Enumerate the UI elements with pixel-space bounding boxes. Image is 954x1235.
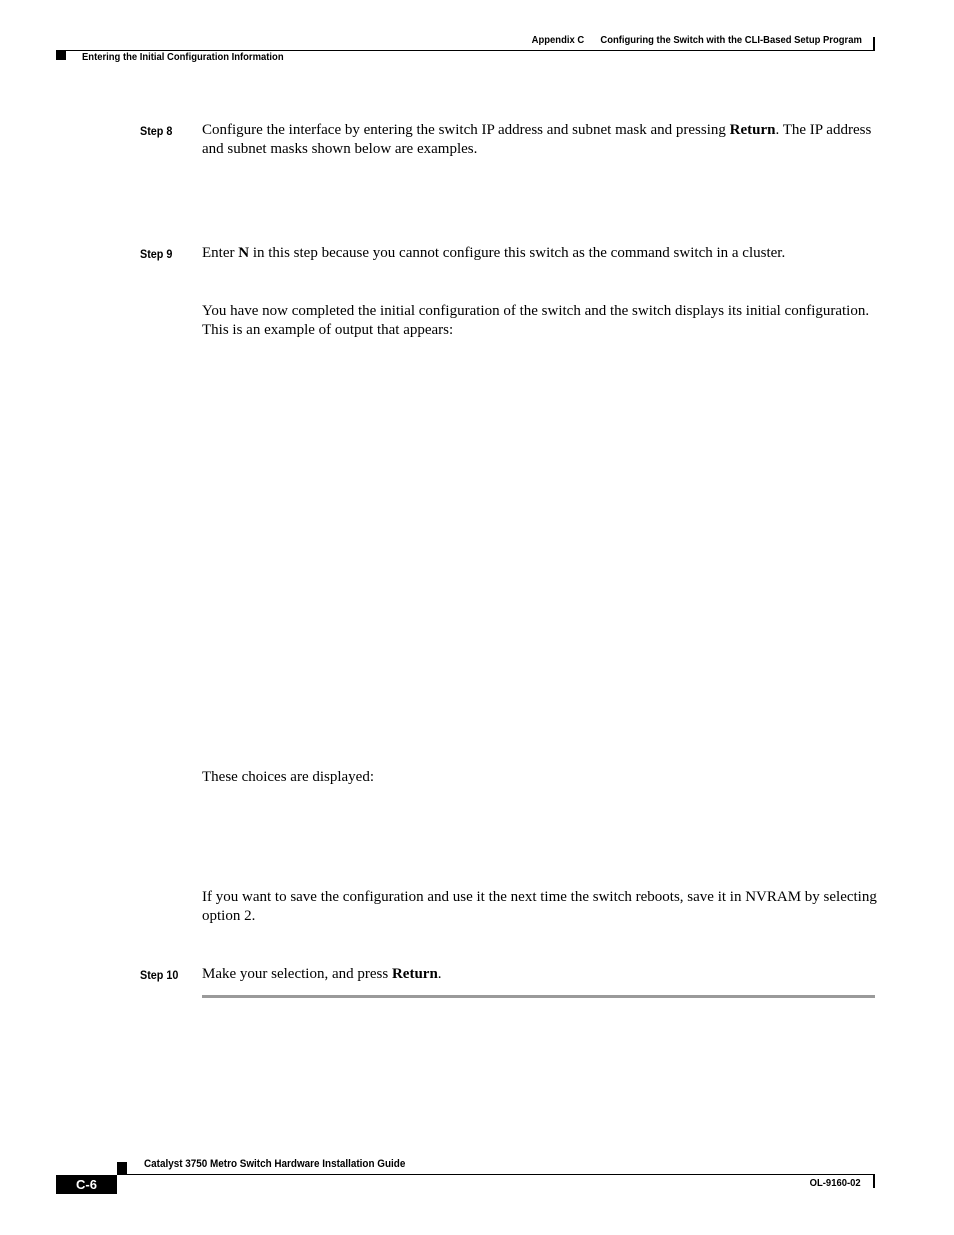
- running-header: [532, 34, 862, 46]
- step-8-label: Step 8: [140, 124, 173, 138]
- step-8-text: [202, 121, 882, 159]
- guide-title: Catalyst 3750 Metro Switch Hardware Installation Guide: [144, 1158, 406, 1170]
- chapter-title: Configuring the Switch with the CLI-Based Setup Program: [600, 34, 862, 46]
- save-paragraph: If you want to save the configuration and use it the next time the switch reboots, save it in NVRAM by selecting option 2.: [202, 889, 877, 924]
- choices-paragraph: These choices are displayed:: [202, 769, 375, 785]
- step-9-label: Step 9: [140, 247, 173, 261]
- completed-paragraph: You have now completed the initial configuration of the switch and the switch displays its initial configuration. This is an example of output that appears:: [202, 303, 870, 338]
- doc-number: OL-9160-02: [810, 1177, 861, 1189]
- step-8-key: Return: [729, 122, 776, 138]
- footer-rule: [117, 1174, 874, 1175]
- step-9-text-part: Enter: [202, 245, 239, 261]
- appendix-label: Appendix C: [531, 34, 585, 46]
- section-title: Entering the Initial Configuration Information: [82, 51, 284, 63]
- step-8-text-part: Configure the interface by entering the switch IP address and subnet mask and pressing: [202, 122, 730, 138]
- header-marker: [56, 50, 66, 60]
- step-10-text-part: Make your selection, and press: [202, 966, 392, 982]
- footer-tick: [873, 1174, 875, 1188]
- step-9-text: [202, 244, 882, 263]
- step-10-text: [202, 965, 882, 984]
- step-9-text-part: in this step because you cannot configure this switch as the command switch in a cluster.: [249, 245, 786, 261]
- step-9-key: N: [238, 245, 250, 261]
- header-tick: [873, 37, 875, 51]
- footer-marker: [117, 1162, 127, 1174]
- step-10-key: Return: [391, 966, 438, 982]
- page-number: C-6: [56, 1175, 117, 1194]
- procedure-end-rule: [202, 995, 875, 998]
- step-10-label: Step 10: [140, 968, 179, 982]
- step-10-text-part: .: [437, 966, 442, 982]
- step-8-text-part: . The IP address and subnet masks shown below are examples.: [202, 122, 872, 157]
